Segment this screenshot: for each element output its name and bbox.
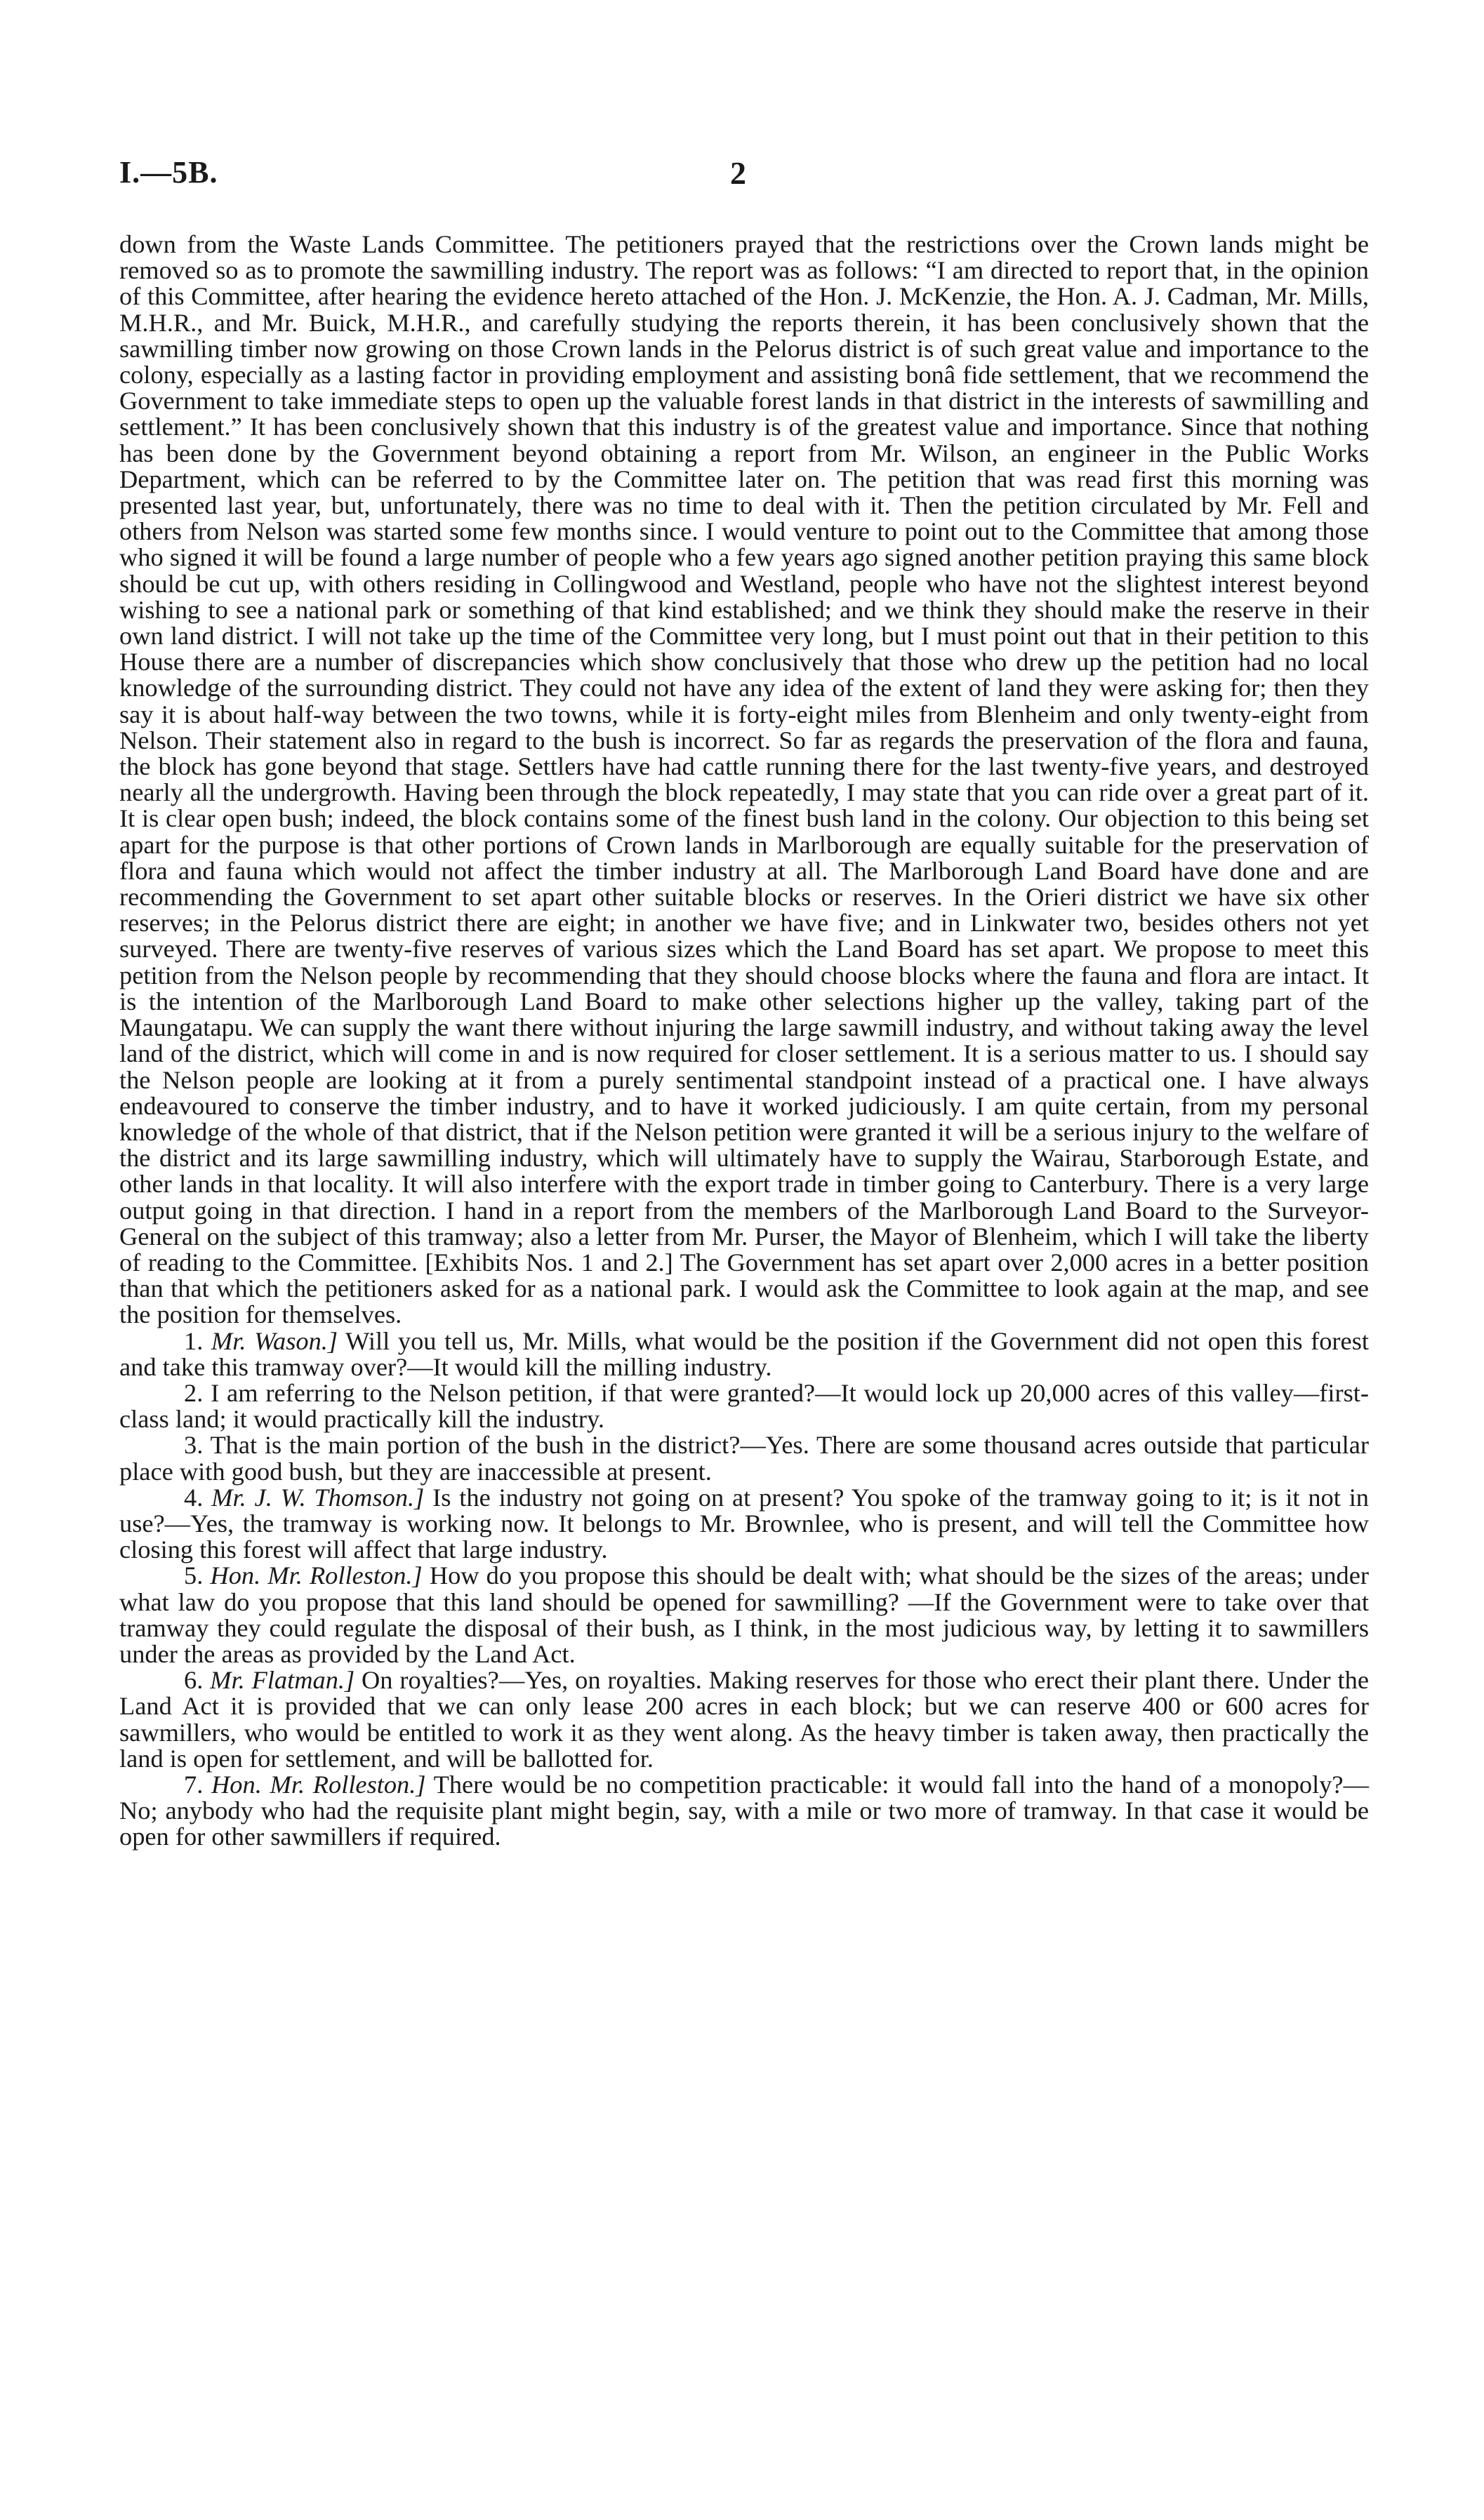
document-page: [119, 154, 1369, 2470]
question-text: I am referring to the Nelson petition, if that were granted?—It would lock up 20,000 acres of this valley—first-class land; it would practically kill the industry.: [119, 1378, 1369, 1434]
question-text: Will you tell us, Mr. Mills, what would be the position if the Government did not open this forest and take this tramway over?—It would kill the milling industry.: [119, 1326, 1369, 1381]
question-number: 1.: [184, 1326, 204, 1355]
question-text: How do you propose this should be dealt with; what should be the sizes of the areas; under what law do you propose that this land should be opened for sawmilling? —If the Government were to take over that tramway they could regulate the disposal of their bush, as I think, in the most judicious way, by letting it to sawmillers under the areas as provided by the Land Act.: [119, 1561, 1369, 1668]
question-2: [119, 1380, 1369, 1432]
question-text: That is the main portion of the bush in the district?—Yes. There are some thousand acres outside that particular place with good bush, but they are inaccessible at present.: [119, 1431, 1369, 1486]
body-text: [119, 232, 1369, 1851]
question-number: 3.: [184, 1431, 204, 1460]
question-number: 7.: [184, 1770, 204, 1799]
question-4: [119, 1485, 1369, 1564]
speaker-name: Mr. J. W. Thomson.]: [211, 1483, 425, 1512]
speaker-name: Mr. Wason.]: [211, 1326, 338, 1355]
question-7: [119, 1772, 1369, 1851]
paragraph-continuation: [119, 232, 1369, 1328]
document-reference: I.—5B.: [119, 155, 218, 189]
speaker-name: Hon. Mr. Rolleston.]: [211, 1770, 426, 1799]
page-header: [119, 154, 1369, 218]
question-1: [119, 1328, 1369, 1380]
paragraph-text: down from the Waste Lands Committee. The petitioners prayed that the restrictions over the Crown lands might be removed so as to promote the sawmilling industry. The report was as follows: “I am directed to report that, in the opinion of this Committee, after hearing the evidence hereto attached of the Hon. J. McKenzie, the Hon. A. J. Cadman, Mr. Mills, M.H.R., and Mr. Buick, M.H.R., and carefully studying the reports therein, it has been conclusively shown that the sawmilling timber now growing on those Crown lands in the Pelorus district is of such great value and importance to the colony, especially as a lasting factor in providing employment and assisting bonâ fide settlement, that we recommend the Government to take immediate steps to open up the valuable forest lands in that district in the interests of sawmilling and settlement.” It has been conclusively shown that this industry is of the greatest value and importance. Since that nothing has been done by the Government beyond obtaining a report from Mr. Wilson, an engineer in the Public Works Department, which can be referred to by the Committee later on. The petition that was read first this morning was presented last year, but, unfortunately, there was no time to deal with it. Then the petition circulated by Mr. Fell and others from Nelson was started some few months since. I would venture to point out to the Committee that among those who signed it will be found a large number of people who a few years ago signed another petition praying this same block should be cut up, with others residing in Collingwood and Westland, people who have not the slightest interest beyond wishing to see a national park or something of that kind established; and we think they should make the reserve in their own land district. I will not take up the time of the Committee very long, but I must point out that in their petition to this House there are a number of discrepancies which show conclusively that those who drew up the petition had no local knowledge of the surrounding district. They could not have any idea of the extent of land they were asking for; then they say it is about half-way between the two towns, while it is forty-eight miles from Blenheim and only twenty-eight from Nelson. Their statement also in regard to the bush is incorrect. So far as regards the preservation of the flora and fauna, the block has gone beyond that stage. Settlers have had cattle running there for the last twenty-five years, and destroyed nearly all the undergrowth. Having been through the block repeatedly, I may state that you can ride over a great part of it. It is clear open bush; indeed, the block contains some of the finest bush land in the colony. Our objection to this being set apart for the purpose is that other portions of Crown lands in Marlborough are equally suitable for the preservation of flora and fauna which would not affect the timber industry at all. The Marlborough Land Board have done and are recommending the Government to set apart other suitable blocks or reserves. In the Orieri district we have six other reserves; in the Pelorus district there are eight; in another we have five; and in Linkwater two, besides others not yet surveyed. There are twenty-five reserves of various sizes which the Land Board has set apart. We propose to meet this petition from the Nelson people by recommending that they should choose blocks where the fauna and flora are intact. It is the intention of the Marlborough Land Board to make other selections higher up the valley, taking part of the Maungatapu. We can supply the want there without injuring the large sawmill industry, and without taking away the level land of the district, which will come in and is now required for closer settlement. It is a serious matter to us. I should say the Nelson people are looking at it from a purely sentimental standpoint instead of a practical one. I have always endeavoured to conserve the timber industry, and to have it worked judiciously. I am quite certain, from my personal knowledge of the whole of that district, that if the Nelson petition were granted it will be a serious injury to the welfare of the district and its large sawmilling industry, which will ultimately have to supply the Wairau, Starborough Estate, and other lands in that locality. It will also interfere with the export trade in timber going to Canterbury. There is a very large output going in that direction. I hand in a report from the members of the Marlborough Land Board to the Surveyor-General on the subject of this tramway; also a letter from Mr. Purser, the Mayor of Blenheim, which I will take the liberty of reading to the Committee. [Exhibits Nos. 1 and 2.] The Government has set apart over 2,000 acres in a better position than that which the petitioners asked for as a national park. I would ask the Committee to look again at the map, and see the position for themselves.: [119, 230, 1369, 1329]
question-5: [119, 1563, 1369, 1667]
question-number: 5.: [184, 1561, 204, 1590]
page-number: 2: [730, 155, 746, 191]
question-3: [119, 1432, 1369, 1484]
speaker-name: Mr. Flatman.]: [210, 1666, 355, 1695]
question-text: There would be no competition practicable: it would fall into the hand of a monopoly?—No; anybody who had the requisite plant might begin, say, with a mile or two more of tramway. In that case it would be open for other sawmillers if required.: [119, 1770, 1369, 1851]
speaker-name: Hon. Mr. Rolleston.]: [210, 1561, 423, 1590]
question-number: 6.: [184, 1666, 204, 1695]
question-number: 2.: [184, 1378, 204, 1407]
question-number: 4.: [184, 1483, 204, 1512]
question-6: [119, 1667, 1369, 1772]
question-text: Is the industry not going on at present? You spoke of the tramway going to it; is it not in use?—Yes, the tramway is working now. It belongs to Mr. Brownlee, who is present, and will tell the Committee how closing this forest will affect that large industry.: [119, 1483, 1370, 1564]
question-text: On royalties?—Yes, on royalties. Making reserves for those who erect their plant there. Under the Land Act it is provided that we can only lease 200 acres in each block; but we can reserve 400 or 600 acres for sawmillers, who would be entitled to work it as they went along. As the heavy timber is taken away, then practically the land is open for settlement, and will be ballotted for.: [119, 1666, 1369, 1773]
